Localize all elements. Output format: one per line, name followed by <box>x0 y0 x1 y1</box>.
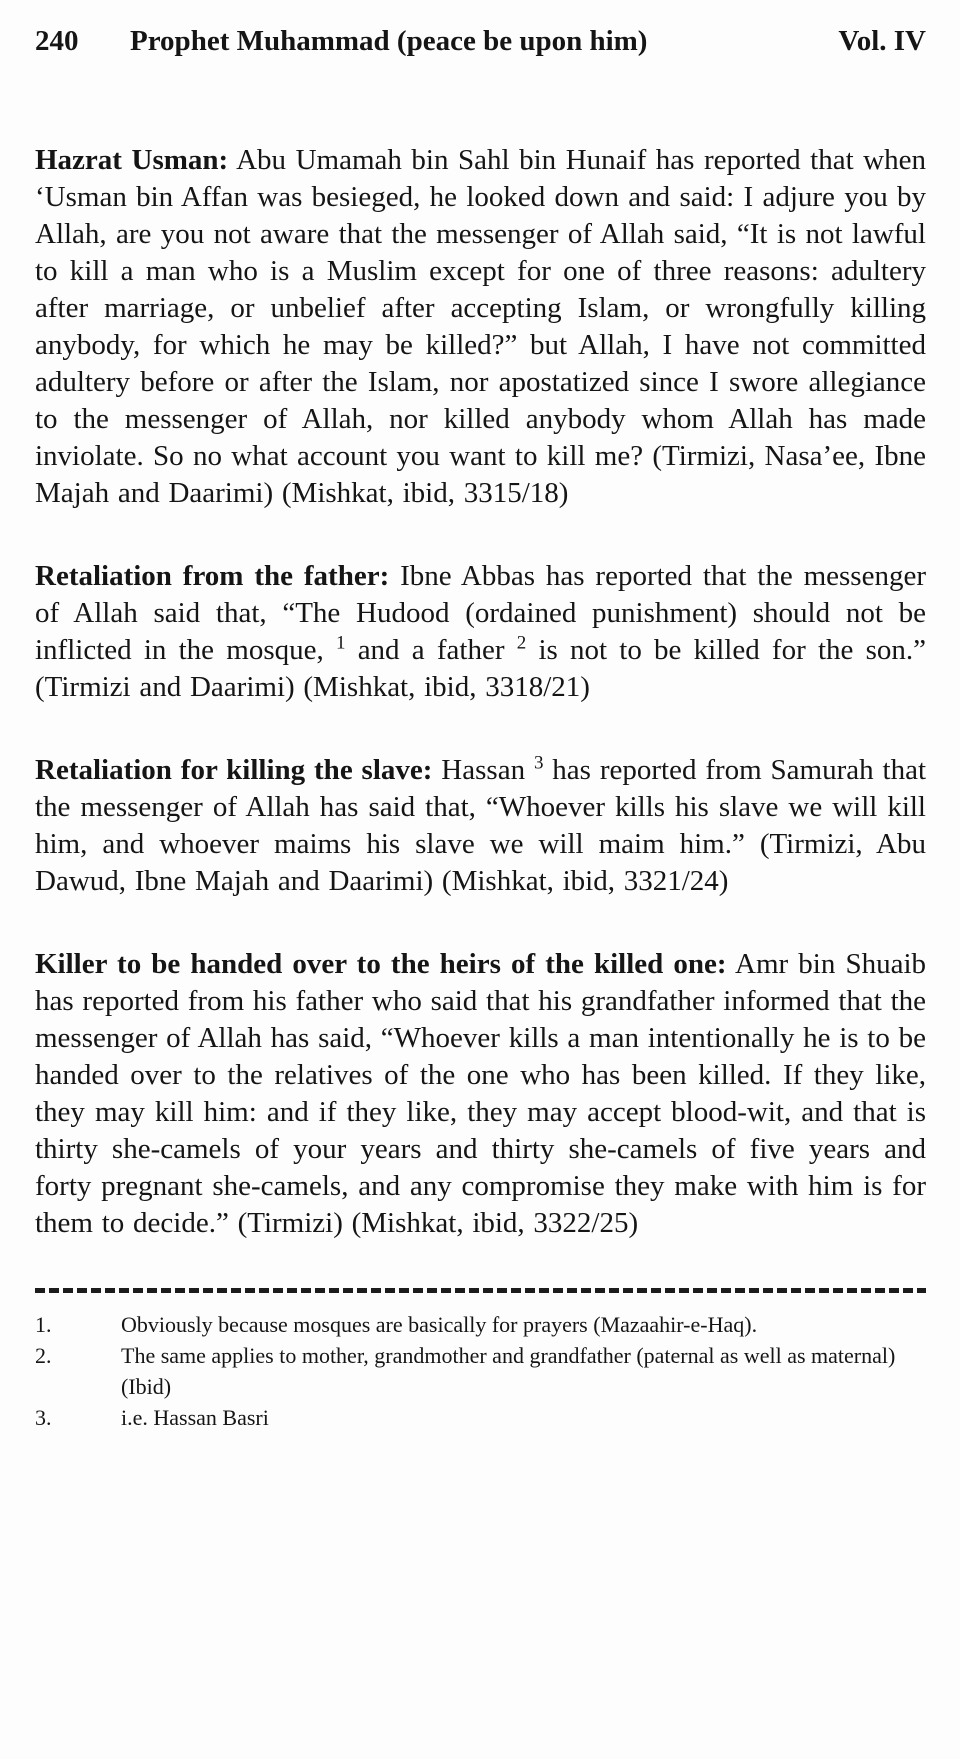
volume-label: Vol. IV <box>838 25 926 57</box>
paragraph-retaliation-from-father <box>35 558 926 706</box>
footnote-separator <box>35 1288 926 1293</box>
paragraph-killer-handed-over <box>35 946 926 1242</box>
paragraph-lead: Killer to be handed over to the heirs of the killed one: <box>35 948 727 980</box>
paragraph-lead: Retaliation from the father: <box>35 560 390 592</box>
paragraph-text: Amr bin Shuaib has reported from his father who said that his grandfather informed that the messenger of Allah has said, “Whoever kills a man intentionally he is to be handed over to the relatives of the one who has been killed. If they like, they may kill him: and if they like, they may accept blood-wit, and that is thirty she-camels of your years and thirty she-camels of five years and forty pregnant she-camels, and any compromise they make with him is for them to decide.” (Tirmizi) (Mishkat, ibid, 3322/25) <box>35 948 926 1239</box>
paragraph-text: is not to be killed for the son.” (Tirmizi and Daarimi) (Mishkat, ibid, 3318/21) <box>35 634 926 703</box>
footnote-ref-1: 1 <box>335 632 346 654</box>
paragraph-text: Abu Umamah bin Sahl bin Hunaif has reported that when ‘Usman bin Affan was besieged, he looked down and said: I adjure you by Allah, are you not aware that the messenger of Allah said, “It is not lawful to kill a man who is a Muslim except for one of three reasons: adultery after marriage, or unbelief after accepting Islam, or wrongfully killing anybody, for which he may be killed?” but Allah, I have not committed adultery before or after the Islam, nor apostatized since I swore allegiance to the messenger of Allah, nor killed anybody whom Allah has made inviolate. So no what account you want to kill me? (Tirmizi, Nasa’ee, Ibne Majah and Daarimi) (Mishkat, ibid, 3315/18) <box>35 144 926 509</box>
paragraph-lead: Hazrat Usman: <box>35 144 229 176</box>
paragraph-retaliation-killing-slave <box>35 752 926 900</box>
paragraph-text: and a father <box>345 634 517 666</box>
footnote-number: 3. <box>35 1405 52 1430</box>
footnote-item <box>35 1402 926 1433</box>
footnote-item <box>35 1309 926 1340</box>
footnote-text: The same applies to mother, grandmother and grandfather (paternal as well as maternal) (Ibid) <box>121 1343 896 1399</box>
footnote-text: Obviously because mosques are basically for prayers (Mazaahir-e-Haq). <box>121 1312 758 1337</box>
footnote-number: 1. <box>35 1312 52 1337</box>
page-header <box>35 24 926 58</box>
page-body <box>35 142 926 1242</box>
paragraph-text: Ibne Abbas has reported that the messenger of Allah said that, “The Hudood (ordained punishment) should not be inflicted in the mosque, <box>35 560 926 666</box>
footnote-item <box>35 1340 926 1402</box>
footnotes-section <box>35 1309 926 1433</box>
paragraph-hazrat-usman <box>35 142 926 512</box>
paragraph-lead: Retaliation for killing the slave: <box>35 754 433 786</box>
paragraph-text: has reported from Samurah that the messenger of Allah has said that, “Whoever kills his slave we will kill him, and whoever maims his slave we will maim him.” (Tirmizi, Abu Dawud, Ibne Majah and Daarimi) (Mishkat, ibid, 3321/24) <box>35 754 926 897</box>
running-title: Prophet Muhammad (peace be upon him) <box>130 25 648 57</box>
footnote-number: 2. <box>35 1343 52 1368</box>
footnote-ref-2: 2 <box>516 632 527 654</box>
footnote-text: i.e. Hassan Basri <box>121 1405 269 1430</box>
page-number: 240 <box>35 25 79 57</box>
paragraph-text: Hassan <box>432 754 534 786</box>
footnote-ref-3: 3 <box>533 752 544 774</box>
